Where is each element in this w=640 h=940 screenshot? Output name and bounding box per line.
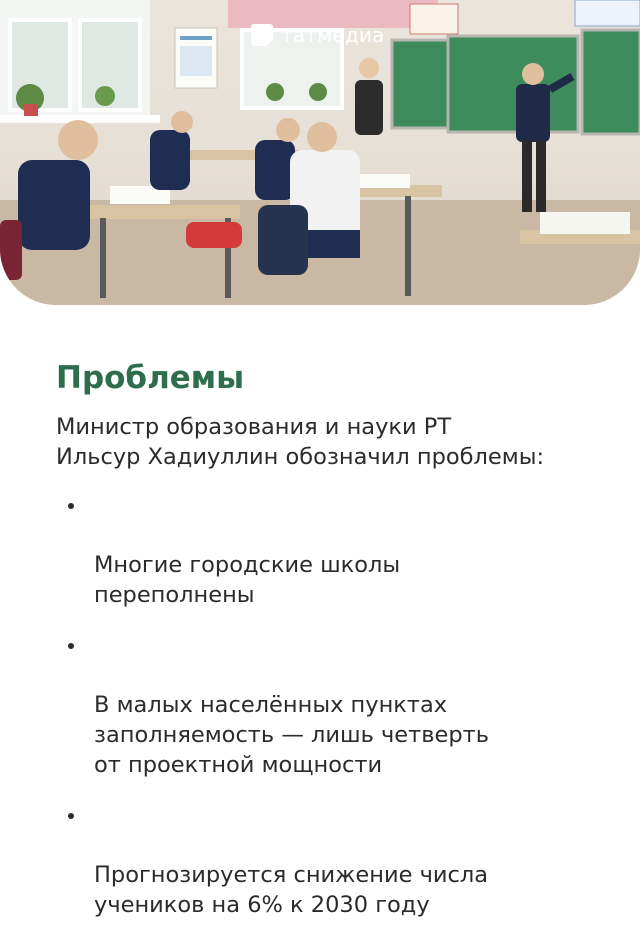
problems-list [56, 490, 596, 920]
article-content [56, 360, 596, 940]
bullet-icon [68, 503, 74, 509]
classroom-photo [0, 0, 640, 305]
list-item-text: В малых населённых пунктах заполняемость — лишь четверть от проектной мощности [94, 692, 489, 778]
brand-name: татмедиа [281, 23, 385, 47]
list-item [56, 800, 596, 920]
bullet-icon [68, 643, 74, 649]
section-heading: Проблемы [56, 360, 245, 396]
intro-text: Министр образования и науки РТ Ильсур Хадиуллин обозначил проблемы: [56, 414, 545, 470]
list-item-text: Многие городские школы переполнены [94, 552, 401, 608]
tatmedia-logo-icon [251, 24, 273, 46]
list-item [56, 630, 596, 780]
list-item-text: Прогнозируется снижение числа учеников на 6% к 2030 году [94, 862, 489, 918]
bullet-icon [68, 813, 74, 819]
brand-logo [251, 22, 385, 48]
list-item [56, 490, 596, 610]
